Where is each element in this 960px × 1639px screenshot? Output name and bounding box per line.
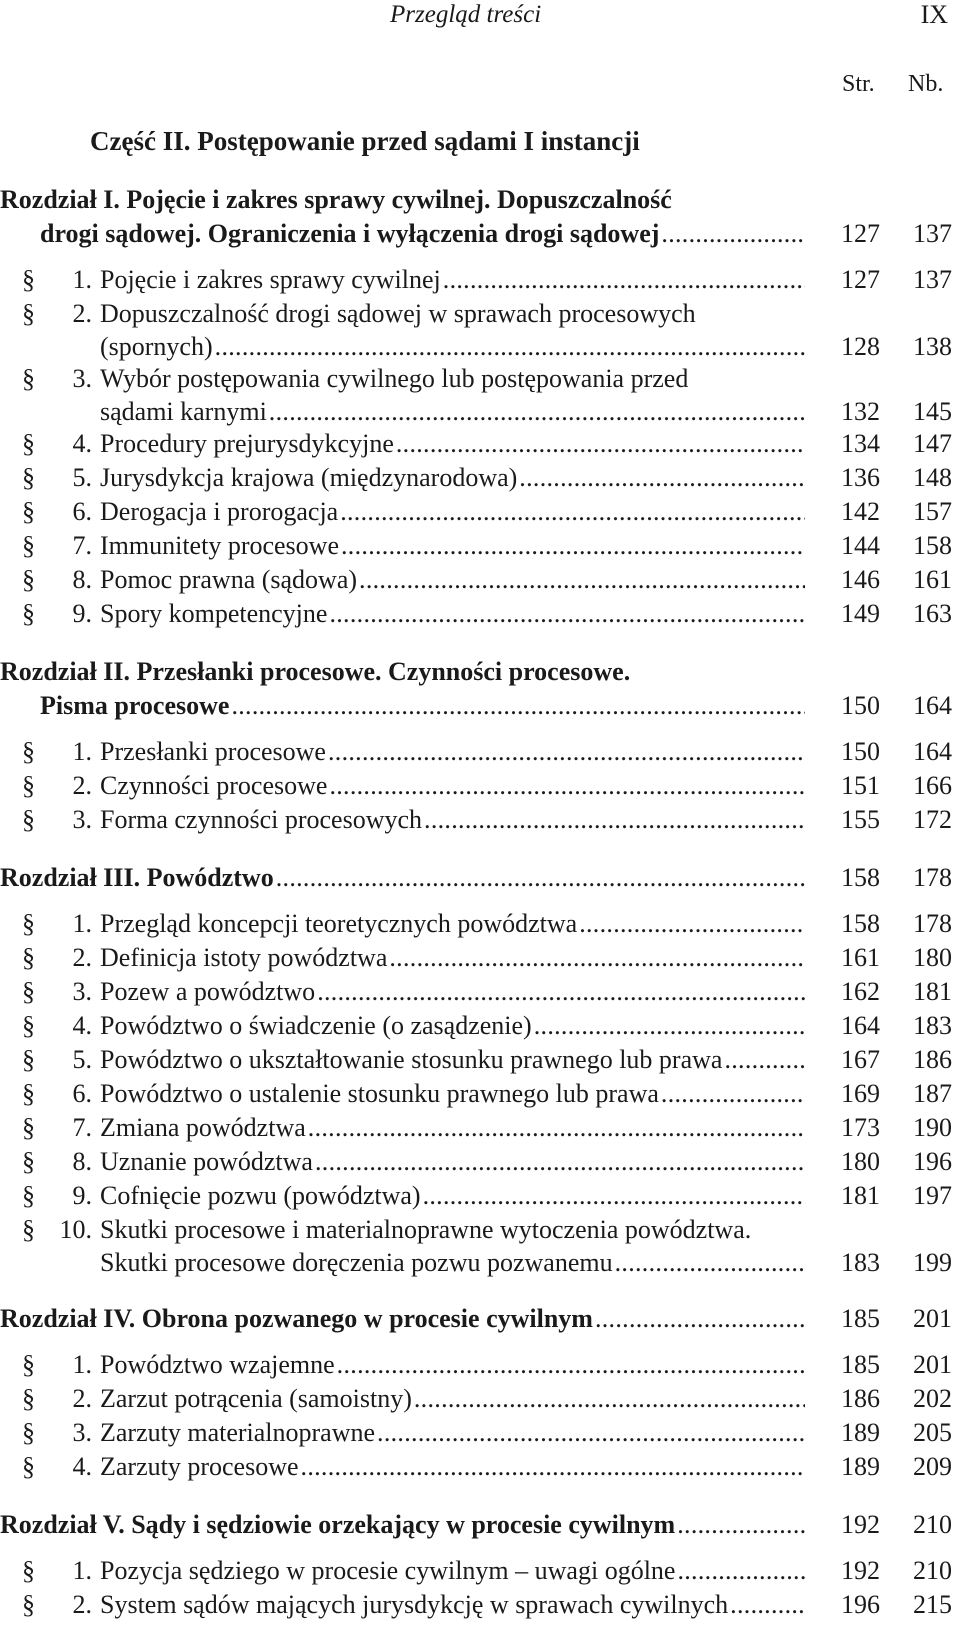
section-number: 10. [59,1215,92,1244]
section-line [0,1145,805,1179]
chapter-title-text: Rozdział IV. Obrona pozwanego w procesie cywilnym [0,1304,593,1333]
chapter-title-text: Rozdział V. Sądy i sędziowie orzekający w procesie cywilnym [0,1510,676,1539]
section-sign: § [22,599,35,628]
section-entry [0,735,960,769]
section-line [0,1009,805,1043]
chapter-title-text: Rozdział III. Powództwo [0,863,274,892]
section-number: 4. [72,1011,92,1040]
section-number: 9. [72,599,92,628]
section-margin-number: 183 [897,1009,952,1043]
section-sign: § [22,1556,35,1585]
section-page: 142 [825,495,880,529]
section-title: Zmiana powództwa [100,1113,306,1142]
section-line [0,396,805,427]
section-margin-number: 201 [897,1348,952,1382]
section-line [0,1588,805,1622]
section-margin-number: 147 [897,427,952,461]
section-line [0,1179,805,1213]
section-sign: § [22,1418,35,1447]
section-number: 2. [72,1590,92,1619]
chapter-page: 127 [825,217,880,251]
chapter-margin-number: 210 [897,1508,952,1542]
chapter-heading-continuation [0,217,960,251]
section-page: 144 [825,529,880,563]
chapter-heading-continuation [0,689,960,723]
section-page: 128 [825,331,880,362]
section-number: 2. [72,771,92,800]
section-title: Pojęcie i zakres sprawy cywilnej [100,265,441,294]
section-sign: § [22,909,35,938]
section-page: 127 [825,263,880,297]
section-entry [0,563,960,597]
section-number: 7. [72,531,92,560]
chapter-title-line [0,861,805,895]
chapter-title-line [0,655,960,689]
section-line [0,1348,805,1382]
column-header-page: Str. [842,71,875,97]
section-entry [0,495,960,529]
table-of-contents [0,183,960,1622]
section-page: 192 [825,1554,880,1588]
section-entry [0,769,960,803]
section-entry [0,1077,960,1111]
section-margin-number: 137 [897,263,952,297]
section-page: 183 [825,1247,880,1278]
section-sign: § [22,1045,35,1074]
section-sign: § [22,1384,35,1413]
section-margin-number: 187 [897,1077,952,1111]
section-line [0,529,805,563]
section-line [0,331,805,362]
chapter-page: 150 [825,689,880,723]
section-entry [0,1111,960,1145]
section-entry [0,1416,960,1450]
section-margin-number: 215 [897,1588,952,1622]
section-page: 146 [825,563,880,597]
section-margin-number: 199 [897,1247,952,1278]
section-title: Uznanie powództwa [100,1147,313,1176]
section-margin-number: 210 [897,1554,952,1588]
chapter-margin-number: 137 [897,217,952,251]
section-margin-number: 209 [897,1450,952,1484]
section-sign: § [22,1452,35,1481]
section-page: 189 [825,1450,880,1484]
section-margin-number: 161 [897,563,952,597]
chapter-title-line [0,217,805,251]
section-page: 185 [825,1348,880,1382]
section-title: (spornych) [100,332,213,361]
section-entry [0,803,960,837]
section-title: Powództwo o ustalenie stosunku prawnego lub prawa [100,1079,659,1108]
section-line [0,1247,805,1278]
chapter-margin-number: 164 [897,689,952,723]
section-number: 1. [72,1350,92,1379]
section-entry [0,1213,960,1247]
section-number: 6. [72,497,92,526]
section-entry-continuation [0,396,960,427]
section-line [0,297,960,331]
section-margin-number: 148 [897,461,952,495]
section-line [0,263,805,297]
chapter-title-line [0,183,960,217]
section-entry [0,427,960,461]
column-header-margin-number: Nb. [908,71,944,97]
chapter-heading [0,183,960,217]
section-entry-continuation [0,1247,960,1278]
section-title: Przesłanki procesowe [100,737,326,766]
section-number: 2. [72,1384,92,1413]
section-number: 2. [72,299,92,328]
section-title: Procedury prejurysdykcyjne [100,429,394,458]
chapter-title-text: drogi sądowej. Ograniczenia i wyłączenia drogi sądowej [40,219,660,248]
section-title: Czynności procesowe [100,771,328,800]
section-title: Skutki procesowe doręczenia pozwu pozwanemu [100,1248,613,1277]
section-sign: § [22,1590,35,1619]
section-page: 169 [825,1077,880,1111]
section-number: 9. [72,1181,92,1210]
section-sign: § [22,364,35,393]
section-entry [0,975,960,1009]
section-page: 136 [825,461,880,495]
section-entry [0,1554,960,1588]
section-number: 5. [72,1045,92,1074]
section-sign: § [22,1181,35,1210]
section-entry [0,1145,960,1179]
section-number: 2. [72,943,92,972]
section-line [0,735,805,769]
section-page: 150 [825,735,880,769]
section-number: 8. [72,1147,92,1176]
section-entry [0,907,960,941]
section-entry [0,941,960,975]
section-number: 3. [72,977,92,1006]
section-title: Skutki procesowe i materialnoprawne wytoczenia powództwa. [100,1215,752,1244]
section-title: Powództwo wzajemne [100,1350,335,1379]
section-line [0,495,805,529]
section-sign: § [22,463,35,492]
section-page: 173 [825,1111,880,1145]
section-entry [0,1382,960,1416]
section-margin-number: 138 [897,331,952,362]
section-margin-number: 158 [897,529,952,563]
section-line [0,461,805,495]
section-number: 6. [72,1079,92,1108]
section-line [0,597,805,631]
section-title: Zarzut potrącenia (samoistny) [100,1384,412,1413]
section-number: 1. [72,737,92,766]
chapter-title-text: Pisma procesowe [40,691,230,720]
section-page: 186 [825,1382,880,1416]
section-line [0,1111,805,1145]
section-title: Powództwo o świadczenie (o zasądzenie) [100,1011,532,1040]
section-title: Pomoc prawna (sądowa) [100,565,358,594]
part-title: Część II. Postępowanie przed sądami I instancji [90,126,640,156]
section-title: System sądów mających jurysdykcję w sprawach cywilnych [100,1590,729,1619]
section-number: 4. [72,1452,92,1481]
section-sign: § [22,1350,35,1379]
section-title: Zarzuty materialnoprawne [100,1418,376,1447]
section-title: Derogacja i prorogacja [100,497,339,526]
section-line [0,362,960,396]
chapter-page: 185 [825,1302,880,1336]
chapter-title-text: Rozdział II. Przesłanki procesowe. Czynności procesowe. [0,657,631,686]
section-line [0,1077,805,1111]
section-entry [0,1043,960,1077]
section-page: 158 [825,907,880,941]
section-sign: § [22,1113,35,1142]
section-margin-number: 180 [897,941,952,975]
section-line [0,907,805,941]
section-margin-number: 172 [897,803,952,837]
section-sign: § [22,565,35,594]
section-entry [0,1348,960,1382]
section-line [0,941,805,975]
section-sign: § [22,299,35,328]
chapter-margin-number: 178 [897,861,952,895]
section-line [0,1213,960,1247]
section-margin-number: 205 [897,1416,952,1450]
section-page: 134 [825,427,880,461]
section-line [0,1043,805,1077]
section-margin-number: 197 [897,1179,952,1213]
section-entry [0,597,960,631]
section-entry [0,297,960,331]
section-line [0,1382,805,1416]
section-page: 161 [825,941,880,975]
section-title: Cofnięcie pozwu (powództwa) [100,1181,421,1210]
section-sign: § [22,1215,35,1244]
chapter-heading [0,1302,960,1336]
section-title: Forma czynności procesowych [100,805,423,834]
section-page: 132 [825,396,880,427]
section-margin-number: 178 [897,907,952,941]
section-page: 196 [825,1588,880,1622]
section-title: Zarzuty procesowe [100,1452,299,1481]
section-margin-number: 186 [897,1043,952,1077]
chapter-title-line [0,689,805,723]
section-title: Jurysdykcja krajowa (międzynarodowa) [100,463,518,492]
section-sign: § [22,805,35,834]
section-title: Pozew a powództwo [100,977,316,1006]
chapter-margin-number: 201 [897,1302,952,1336]
section-entry [0,263,960,297]
section-margin-number: 181 [897,975,952,1009]
section-line [0,1554,805,1588]
section-entry [0,529,960,563]
section-sign: § [22,1011,35,1040]
section-line [0,427,805,461]
section-number: 7. [72,1113,92,1142]
section-number: 1. [72,909,92,938]
section-title: Przegląd koncepcji teoretycznych powództwa [100,909,578,938]
section-title: Wybór postępowania cywilnego lub postępowania przed [100,364,689,393]
section-title: Definicja istoty powództwa [100,943,388,972]
chapter-heading [0,1508,960,1542]
section-entry [0,1588,960,1622]
section-sign: § [22,265,35,294]
section-number: 1. [72,265,92,294]
section-line [0,563,805,597]
section-margin-number: 164 [897,735,952,769]
section-title: Spory kompetencyjne [100,599,328,628]
section-number: 3. [72,805,92,834]
page-number: IX [920,0,948,29]
section-entry [0,362,960,396]
section-number: 4. [72,429,92,458]
section-margin-number: 190 [897,1111,952,1145]
section-sign: § [22,977,35,1006]
section-sign: § [22,1079,35,1108]
section-sign: § [22,429,35,458]
chapter-title-line [0,1508,805,1542]
section-number: 1. [72,1556,92,1585]
section-page: 149 [825,597,880,631]
section-line [0,769,805,803]
chapter-heading [0,655,960,689]
chapter-page: 158 [825,861,880,895]
section-entry [0,1179,960,1213]
section-number: 3. [72,364,92,393]
section-page: 155 [825,803,880,837]
section-number: 5. [72,463,92,492]
section-line [0,803,805,837]
section-title: Dopuszczalność drogi sądowej w sprawach procesowych [100,299,696,328]
section-line [0,1450,805,1484]
section-margin-number: 196 [897,1145,952,1179]
section-line [0,1416,805,1450]
section-sign: § [22,497,35,526]
chapter-title-text: Rozdział I. Pojęcie i zakres sprawy cywilnej. Dopuszczalność [0,185,672,214]
running-header-title: Przegląd treści [390,1,542,28]
section-title: sądami karnymi [100,397,267,426]
section-margin-number: 202 [897,1382,952,1416]
section-number: 8. [72,565,92,594]
chapter-heading [0,861,960,895]
section-line [0,975,805,1009]
section-title: Powództwo o ukształtowanie stosunku prawnego lub prawa [100,1045,723,1074]
section-page: 164 [825,1009,880,1043]
section-sign: § [22,531,35,560]
chapter-page: 192 [825,1508,880,1542]
section-page: 189 [825,1416,880,1450]
section-sign: § [22,737,35,766]
section-margin-number: 157 [897,495,952,529]
section-page: 181 [825,1179,880,1213]
section-title: Immunitety procesowe [100,531,339,560]
section-sign: § [22,771,35,800]
section-entry [0,1009,960,1043]
section-number: 3. [72,1418,92,1447]
section-page: 162 [825,975,880,1009]
section-sign: § [22,1147,35,1176]
section-page: 180 [825,1145,880,1179]
section-margin-number: 166 [897,769,952,803]
section-page: 167 [825,1043,880,1077]
section-entry [0,461,960,495]
section-title: Pozycja sędziego w procesie cywilnym – uwagi ogólne [100,1556,676,1585]
section-sign: § [22,943,35,972]
section-margin-number: 163 [897,597,952,631]
chapter-title-line [0,1302,805,1336]
section-page: 151 [825,769,880,803]
section-entry [0,1450,960,1484]
section-margin-number: 145 [897,396,952,427]
section-entry-continuation [0,331,960,362]
